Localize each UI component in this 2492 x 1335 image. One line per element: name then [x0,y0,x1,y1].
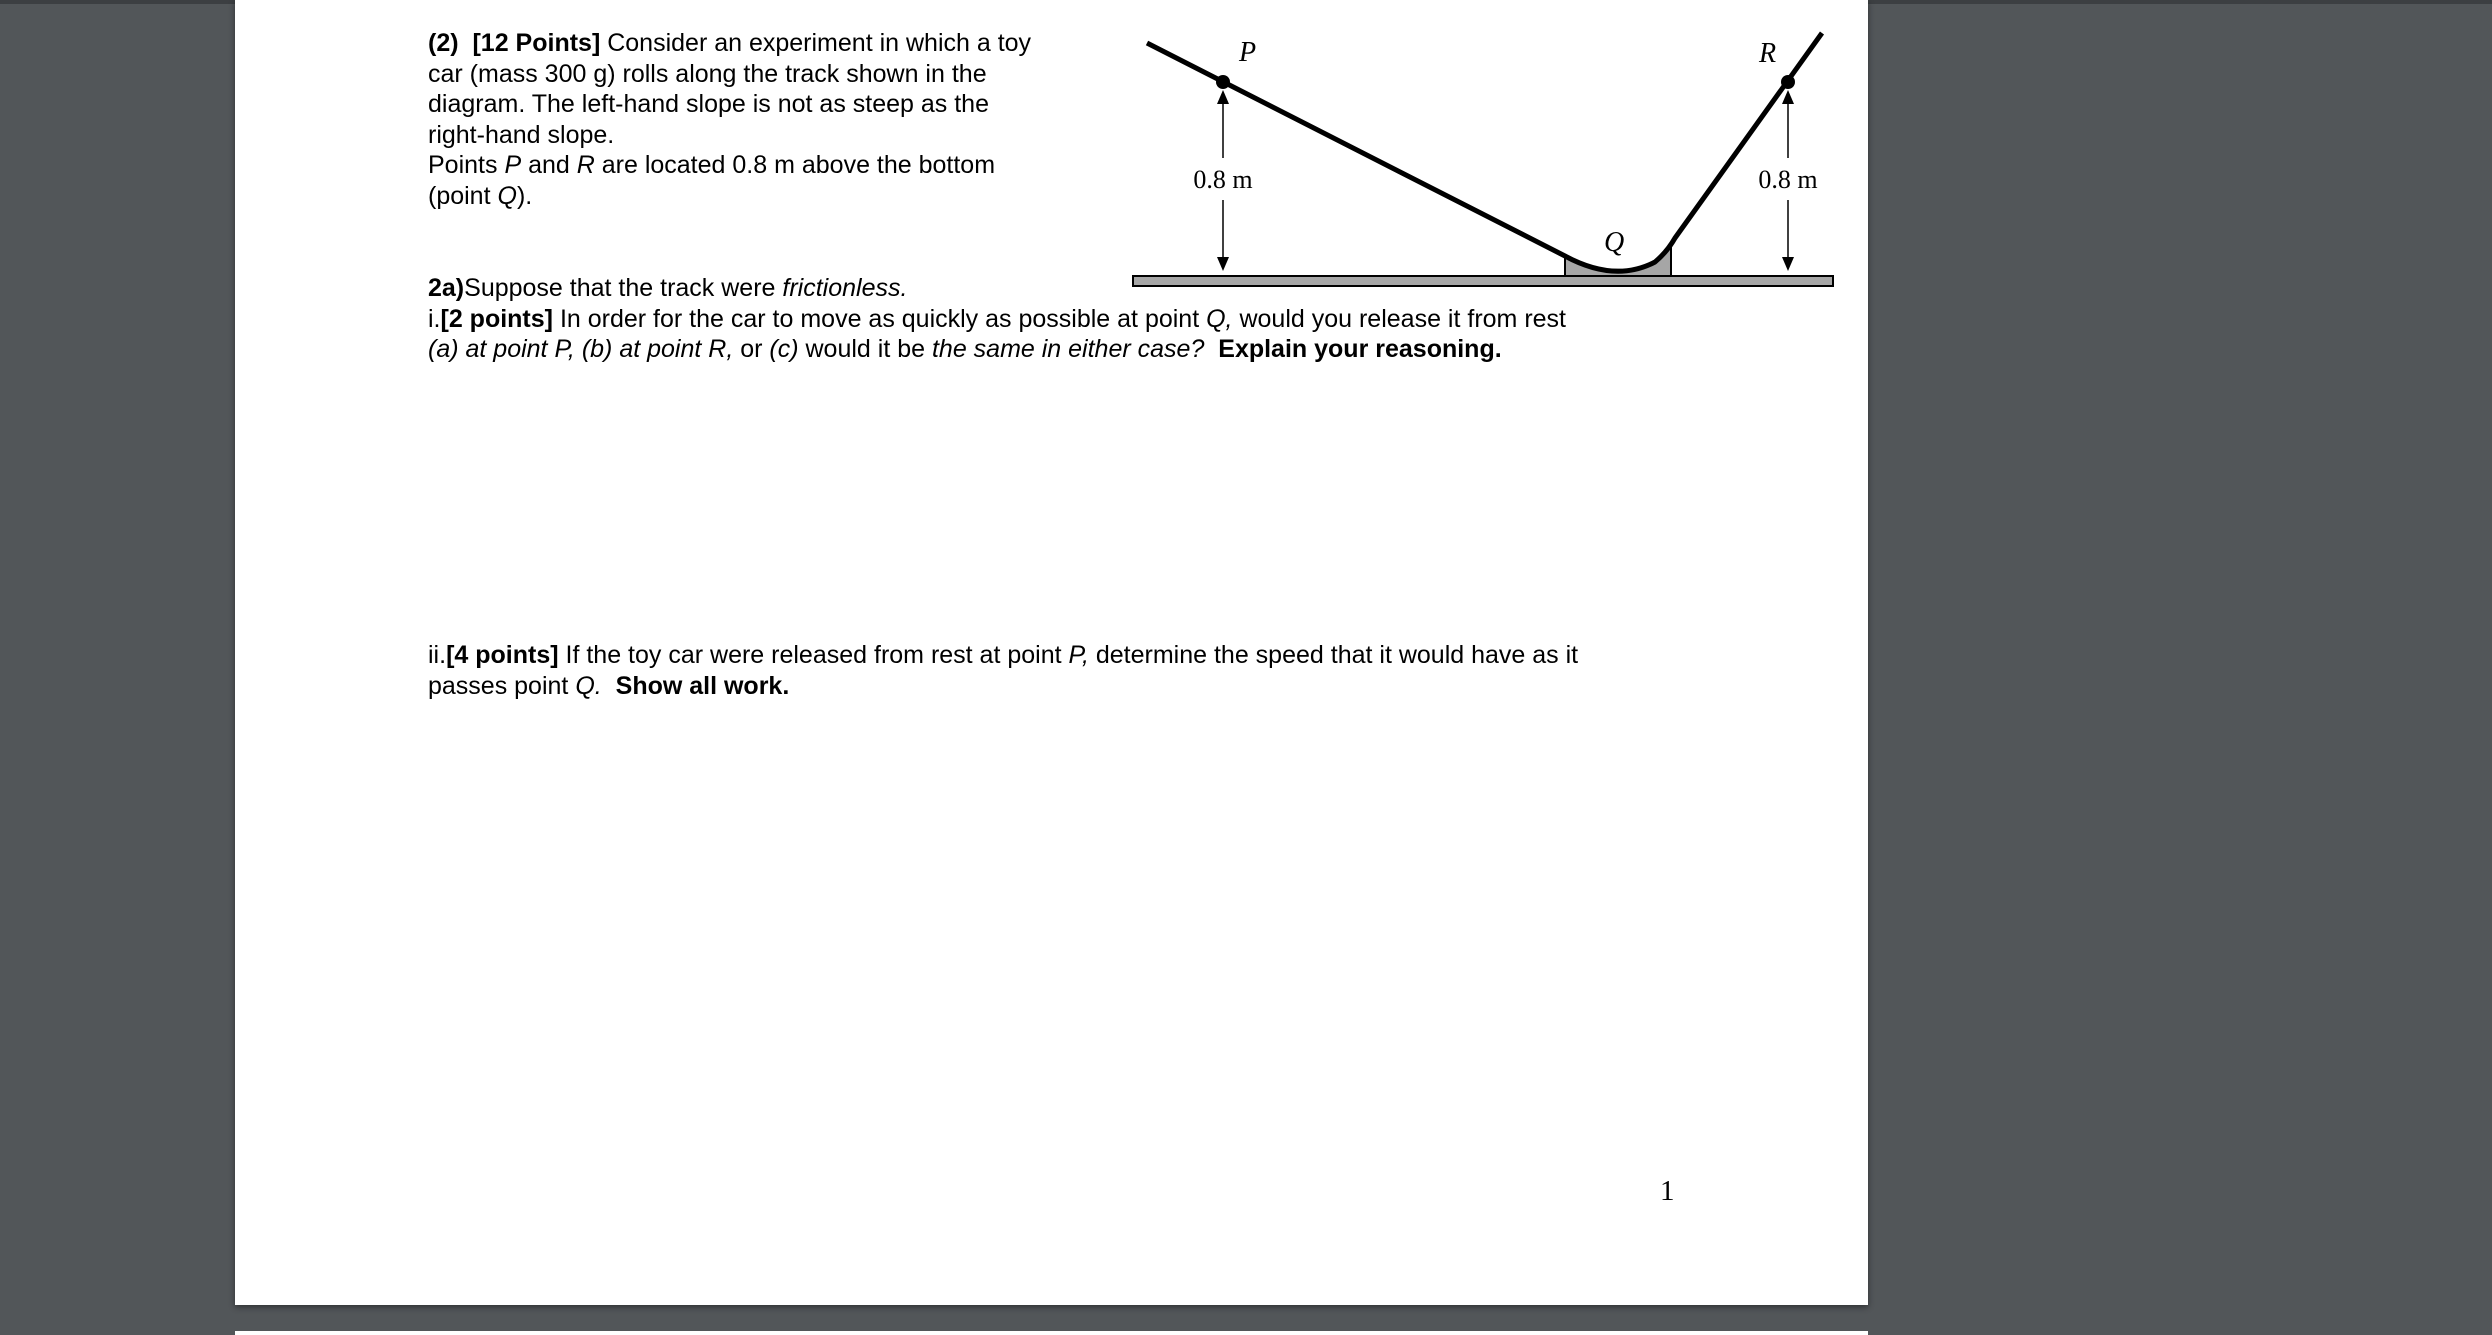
question-2a [428,273,1566,365]
point-p-marker [1216,75,1230,89]
question-number: (2) [428,29,459,57]
track-diagram [235,0,1868,300]
track-curve [1147,33,1822,271]
question-2a-ii-line-2: passes point Q. Show all work. [428,671,790,700]
intro-line-3: diagram. The left-hand slope is not as steep as the [428,90,989,118]
question-2a-ii-line-1: ii.[4 points] If the toy car were released from rest at point P, determine the speed that it would have as it [428,641,1579,669]
question-2a-i-line-2: (a) at point P, (b) at point R, or (c) would it be the same in either case? Explain your reasoning. [428,335,1502,363]
question-2a-i-line-1: i.[2 points] In order for the car to move as quickly as possible at point Q, would you release it from rest [428,304,1566,333]
intro-line-6: (point Q). [428,181,533,210]
arrowhead-right-down [1782,257,1794,271]
point-r-marker [1781,75,1795,89]
question-points: [12 Points] [472,29,601,57]
question-2a-stem: 2a)Suppose that the track were frictionless. [428,274,908,302]
intro-text: Consider an experiment in which a toy [607,29,1032,57]
pdf-page [235,0,1868,1305]
arrowhead-left-up [1217,90,1229,104]
question-2a-ii [428,640,1578,701]
next-page-edge [235,1331,1868,1335]
page-number: 1 [1660,1175,1675,1207]
intro-line-4: right-hand slope. [428,120,615,149]
height-label-left: 0.8 m [1193,165,1253,194]
label-r: R [1759,38,1777,69]
label-q: Q [1604,227,1625,258]
label-p: P [1239,37,1257,68]
arrowhead-left-down [1217,257,1229,271]
arrowhead-right-up [1782,90,1794,104]
intro-line-2: car (mass 300 g) rolls along the track shown in the [428,59,987,88]
intro-line-5: Points P and R are located 0.8 m above the bottom [428,151,996,179]
height-label-right: 0.8 m [1758,165,1818,194]
